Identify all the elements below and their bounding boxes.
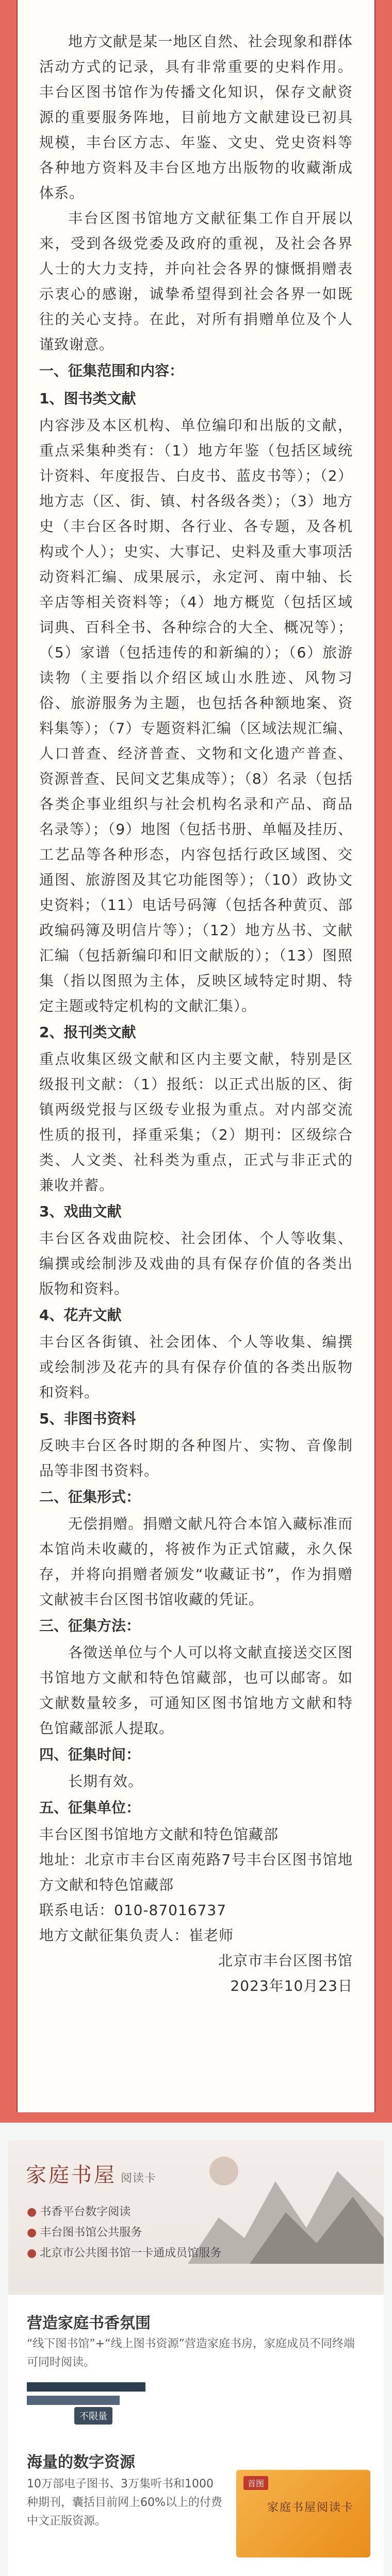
- subsection-opera-heading: 3、戏曲文献: [39, 1203, 122, 1220]
- books-paragraph: 内容涉及本区机构、单位编印和出版的文献，重点采集种类有：（1）地方年鉴（包括区域统计资料、年度报告、白皮书、蓝皮书等）；（2）地方志（区、街、镇、村各级各类）；（3）地方史（丰台区各时期、各行业、各专题，及各机构或个人）；史实、大事记、史料及重大事项活动资料汇编、成果展示，永定河、南中轴、长辛店等相关资料等；（4）地方概览（包括区域词典、百科全书、各种综合的大全、概况等）；（5）家谱（包括违传的和新编的）；（6）旅游读物（主要指以介绍区域山水胜迹、风物习俗、旅游服务为主题，也包括各种额地案、资料集等）；（7）专题资料汇编（区域法规汇编、人口普查、经济普查、文物和文化遗产普查、资源普查、民间文艺集成等）；（8）名录（包括各类企事业组织与社会机构名录和产品、商品名录等）；（9）地图（包括书册、单幅及挂历、工艺品等各种形态，内容包括行政区域图、交通图、旅游图及其它功能图等）；（10）政协文史资料；（11）电话号码簿（包括各种黄页、部政编码簿及明信片等）；（12）地方丛书、文献汇编（包括新编印和旧文献版的）；（13）图照集（指以图照为主体，反映区域特定时期、特定主题或特定机构的文献汇集）。: [39, 417, 353, 1014]
- news-paragraph: 重点收集区级文献和区内主要文献，特别是区级报刊文献：（1）报纸：以正式出版的区、街镇两级党报与区级专业报为重点。对内部交流性质的报刊，择重采集；（2）期刊：区级综合类、人文类、社科类为重点，正式与非正式的兼收并蓄。: [39, 1050, 353, 1194]
- card-title: 家庭书屋阅读卡: [267, 2501, 354, 2514]
- article-body: [17, 0, 375, 2112]
- promo-section: [0, 2123, 392, 2576]
- ad-bullets: [27, 2202, 221, 2264]
- time-paragraph: 长期有效。: [68, 1773, 143, 1790]
- ad-bullet: ● 书香平台数字阅读: [27, 2206, 131, 2218]
- signature-org: 北京市丰台区图书馆: [218, 1952, 353, 1969]
- section-unit-heading: 五、征集单位：: [39, 1799, 141, 1816]
- ad-header: [8, 2140, 384, 2295]
- card-brand: 首图: [243, 2476, 268, 2490]
- ad-bullet: ● 丰台图书馆公共服务: [27, 2226, 142, 2239]
- ad-section2-title: 海量的数字资源: [27, 2453, 135, 2471]
- unit-contact: 地方文献征集负责人：崔老师: [39, 1927, 234, 1944]
- intro-paragraph: 地方文献是某一地区自然、社会现象和群体活动方式的记录，具有非常重要的史料作用。丰台区图书馆作为传播文化知识，保存文献资源的重要服务阵地，目前地方文献建设已初具规模，丰台区方志、年鉴、文史、党史资料等各种地方资料及丰台区地方出版物的收藏渐成体系。: [39, 33, 353, 201]
- nonbook-paragraph: 反映丰台区各时期的各种图片、实物、音像制品等非图书资料。: [39, 1437, 353, 1479]
- thanks-paragraph: 丰台区图书馆地方文献征集工作自开展以来，受到各级党委及政府的重视，及社会各界人士的大力支持，并向社会各界的慷慨捐赠表示衷心的感谢，诚挚希望得到社会各界一如既往的关心支持。在此，对所有捐赠单位及个人谨致谢意。: [39, 210, 353, 353]
- bullet-dot-icon: ●: [27, 2247, 37, 2260]
- ad-logo-sub: 阅读卡: [121, 2172, 157, 2185]
- ad-logo-text: 家庭书屋: [26, 2163, 117, 2187]
- ad-device-graphic: [27, 2382, 166, 2425]
- flower-paragraph: 丰台区各街镇、社会团体、个人等收集、编撰或绘制涉及花卉的具有保存价值的各类出版物和资料。: [39, 1333, 353, 1401]
- unit-address: 地址：北京市丰台区南苑路7号丰台区图书馆地方文献和特色馆藏部: [39, 1851, 353, 1893]
- reading-card-image: [236, 2470, 370, 2557]
- section-scope-heading: 一、征集范围和内容：: [39, 362, 184, 379]
- opera-paragraph: 丰台区各戏曲院校、社会团体、个人等收集、编撰或绘制涉及戏曲的具有保存价值的各类出版物和资料。: [39, 1230, 353, 1297]
- subsection-news-heading: 2、报刊类文献: [39, 1024, 136, 1041]
- subsection-nonbook-heading: 5、非图书资料: [39, 1410, 136, 1427]
- method-paragraph: 各徵送单位与个人可以将文献直接送交区图书馆地方文献和特色馆藏部，也可以邮寄。如文献数量较多，可通知区图书馆地方文献和特色馆藏部派人提取。: [39, 1644, 353, 1737]
- section-method-heading: 三、征集方法：: [39, 1617, 141, 1634]
- ad-section1-text: “线下图书馆”+“线上图书资源”营造家庭书房，家庭成员不同终端可同时阅读。: [27, 2337, 355, 2369]
- bullet-dot-icon: ●: [27, 2226, 37, 2239]
- subsection-flower-heading: 4、花卉文献: [39, 1307, 122, 1324]
- form-paragraph: 无偿捐赠。捐赠文献凡符合本馆入藏标准而本馆尚未收藏的，将被作为正式馆藏，永久保存，并将向捐赠者颁发“收藏证书”，作为捐赠文献被丰台区图书馆收藏的凭证。: [39, 1515, 353, 1608]
- unit-phone[interactable]: 联系电话：010-87016737: [39, 1902, 227, 1919]
- ad-logo: [26, 2159, 156, 2188]
- unit-name: 丰台区图书馆地方文献和特色馆藏部: [39, 1826, 279, 1843]
- bullet-dot-icon: ●: [27, 2206, 37, 2218]
- subsection-books-heading: 1、图书类文献: [39, 390, 136, 407]
- section-form-heading: 二、征集形式：: [39, 1488, 141, 1505]
- ad-section2-text: 10万部电子图书、3万集听书和1000种期刊，囊括目前网上60%以上的付费中文正版资源。: [27, 2478, 222, 2528]
- section-time-heading: 四、征集时间：: [39, 1746, 141, 1763]
- reading-card-ad[interactable]: [8, 2140, 384, 2576]
- ad-bullet: ● 北京市公共图书馆一卡通成员馆服务: [27, 2247, 222, 2260]
- ad-tag: 不限量: [74, 2407, 112, 2425]
- ad-section1-title: 营造家庭书香氛围: [27, 2314, 151, 2332]
- signature-date: 2023年10月23日: [230, 1977, 353, 1994]
